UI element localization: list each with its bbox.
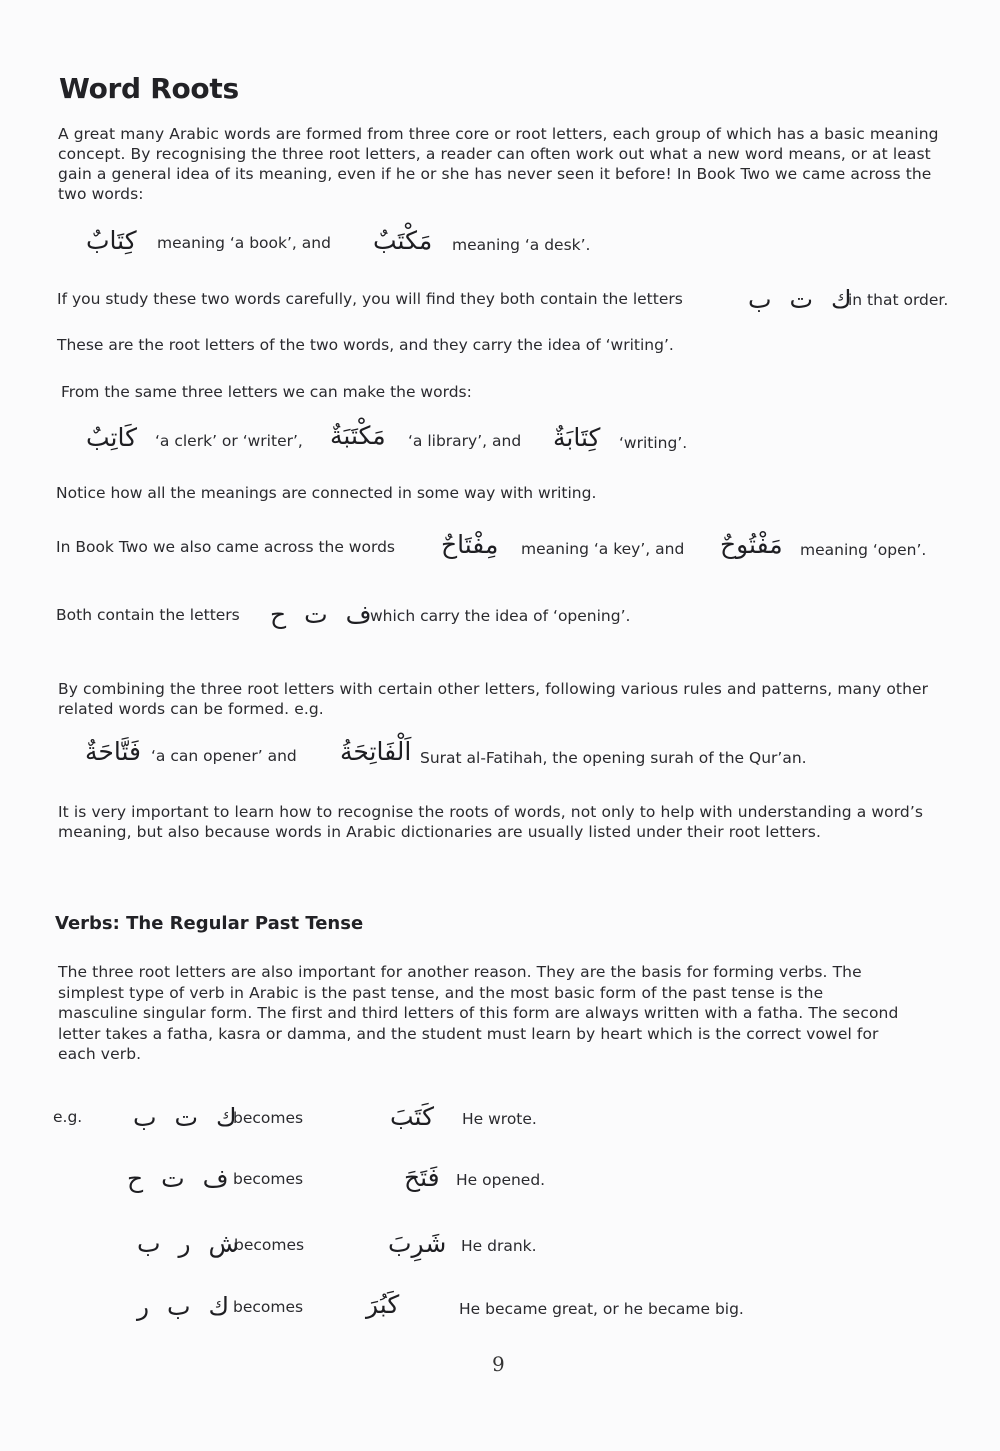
meaning-book: meaning ‘a book’, and: [157, 234, 331, 252]
intro-paragraph: A great many Arabic words are formed from three core or root letters, each group of which has a basic meaning concept. By recognising the three root letters, a reader can often work out what a new word means, or at least gain a general idea of its meaning, even if he or she has never seen it before! In Book Two we came across the two words:: [58, 125, 939, 203]
arabic-word-alfatiha: اَلْفَاتِحَةُ: [340, 737, 412, 766]
combining-paragraph: By combining the three root letters with certain other letters, following various rules and patterns, many other related words can be formed. e.g.: [58, 680, 929, 718]
becomes-label: becomes: [233, 1170, 304, 1188]
meaning-library: ‘a library’, and: [408, 432, 522, 450]
becomes-label: becomes: [234, 1236, 305, 1254]
becomes-label: becomes: [233, 1109, 304, 1127]
arabic-word-fattaha: فَتَّاحَةٌ: [85, 737, 141, 766]
arabic-word-maftuh: مَفْتُوحٌ: [720, 530, 783, 559]
meaning-writing: ‘writing’.: [619, 434, 688, 452]
meaning-clerk: ‘a clerk’ or ‘writer’,: [155, 432, 303, 450]
becomes-label: becomes: [233, 1298, 304, 1316]
verb-root-letters: ك ب ر: [137, 1292, 230, 1321]
page-number: 9: [492, 1352, 505, 1376]
verb-root-letters: ش ر ب: [137, 1229, 240, 1258]
verb-meaning: He became great, or he became big.: [459, 1300, 744, 1318]
verb-root-letters: ف ت ح: [127, 1164, 229, 1193]
arabic-word-miftah: مِفْتَاحٌ: [441, 530, 499, 559]
verb-past: فَتَحَ: [404, 1163, 440, 1192]
meaning-can-opener: ‘a can opener’ and: [151, 747, 297, 765]
verbs-intro-paragraph: The three root letters are also important for another reason. They are the basis for forming verbs. The simplest type of verb in Arabic is the past tense, and the most basic form of the past tense is the masculine singular form. The first and third letters of this form are always written with a fatha. The second letter takes a fatha, kasra or damma, and the student must learn by heart which is the correct vowel for each verb.: [58, 963, 899, 1063]
verb-meaning: He opened.: [456, 1171, 546, 1189]
root-letters-ktb: ك ت ب: [748, 285, 852, 314]
meaning-open: meaning ‘open’.: [800, 541, 927, 559]
arabic-word-maktab: مَكْتَبٌ: [373, 226, 433, 255]
arabic-word-kitab: كِتَابٌ: [86, 226, 137, 255]
meaning-surah: Surat al-Fatihah, the opening surah of the Qur’an.: [420, 749, 807, 767]
arabic-word-katib: كَاتِبٌ: [86, 423, 138, 452]
root-letters-line: These are the root letters of the two words, and they carry the idea of ‘writing’.: [57, 336, 674, 354]
verbs-heading: Verbs: The Regular Past Tense: [55, 913, 364, 934]
study-line-suffix: in that order.: [848, 291, 949, 309]
both-contain-text: Both contain the letters: [56, 606, 240, 624]
book-two-text: In Book Two we also came across the words: [56, 538, 395, 556]
arabic-word-maktaba: مَكْتَبَةٌ: [330, 421, 386, 450]
verb-past: كَتَبَ: [390, 1102, 434, 1131]
eg-label: e.g.: [53, 1108, 83, 1126]
meaning-key: meaning ‘a key’, and: [521, 540, 685, 558]
notice-line: Notice how all the meanings are connected in some way with writing.: [56, 484, 597, 502]
arabic-word-kitaba: كِتَابَةٌ: [553, 423, 601, 452]
verb-past: شَرِبَ: [388, 1229, 447, 1258]
verb-root-letters: ك ت ب: [133, 1103, 237, 1132]
same-letters-line: From the same three letters we can make the words:: [61, 383, 472, 401]
important-paragraph: It is very important to learn how to recognise the roots of words, not only to help with understanding a word’s meaning, but also because words in Arabic dictionaries are usually listed under their root letters.: [58, 803, 924, 841]
verb-meaning: He wrote.: [462, 1110, 537, 1128]
page-title: Word Roots: [59, 72, 239, 105]
study-line-text: If you study these two words carefully, you will find they both contain the letters: [57, 290, 683, 308]
root-letters-fth: ف ت ح: [270, 600, 372, 629]
verb-meaning: He drank.: [461, 1237, 537, 1255]
verb-past: كَبُرَ: [366, 1290, 400, 1319]
both-contain-suffix: which carry the idea of ‘opening’.: [370, 607, 631, 625]
meaning-desk: meaning ‘a desk’.: [452, 236, 591, 254]
